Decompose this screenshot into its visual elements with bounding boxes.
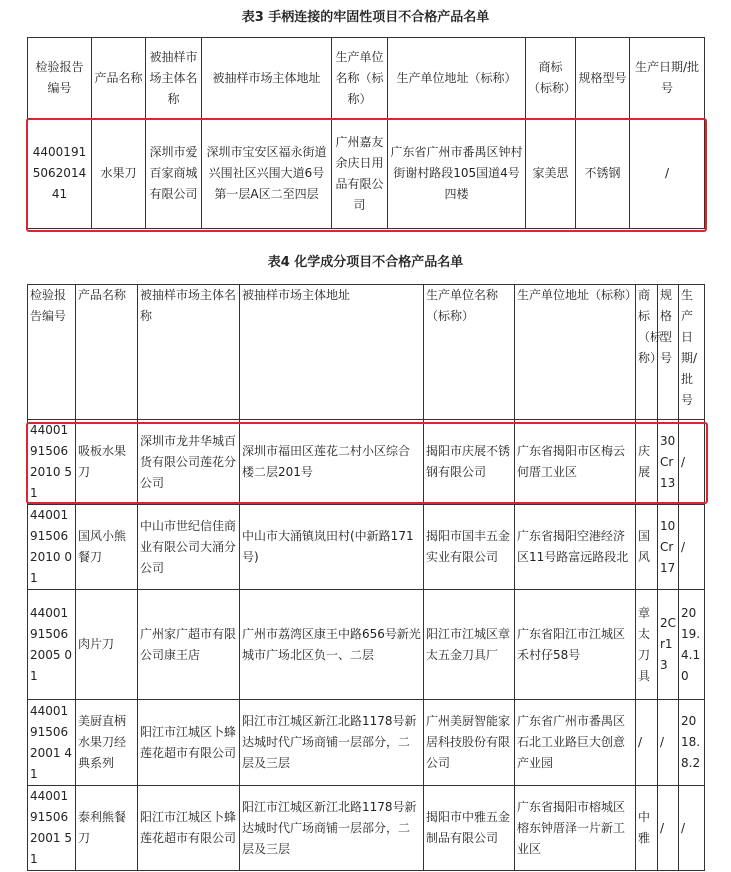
table-cell: 章太刀具: [636, 590, 658, 700]
column-header: 规格型号: [576, 38, 630, 119]
table-cell: 揭阳市中雅五金制品有限公司: [424, 786, 515, 871]
column-header: 被抽样市场主体名称: [146, 38, 202, 119]
table-cell: /: [679, 786, 705, 871]
table-cell: 广东省揭阳市区梅云何厝工业区: [515, 420, 636, 505]
column-header: 规格型号: [658, 285, 679, 420]
table-cell: 阳江市江城区卜蜂莲花超市有限公司: [138, 786, 240, 871]
table-cell: 广州嘉友余庆日用品有限公司: [332, 119, 388, 229]
table-cell: /: [658, 700, 679, 786]
table-cell: 中雅: [636, 786, 658, 871]
table-cell: /: [636, 700, 658, 786]
table-cell: 广东省广州市番禺区钟村街谢村路段105国道4号四楼: [388, 119, 526, 229]
table-cell: 泰利熊餐刀: [76, 786, 138, 871]
table-cell: 中山市世纪信佳商业有限公司大涌分公司: [138, 505, 240, 590]
table-cell: 阳江市江城区新江北路1178号新达城时代广场商铺一层部分，二层及三层: [240, 786, 424, 871]
table4-header-row: [28, 285, 705, 420]
table-cell: 30Cr13: [658, 420, 679, 505]
table-cell: 深圳市宝安区福永街道兴围社区兴围大道6号第一层A区二至四层: [202, 119, 332, 229]
column-header: 生产单位地址（标称）: [388, 38, 526, 119]
table-cell: 44001915062010 51: [28, 420, 76, 505]
table-cell: 10Cr17: [658, 505, 679, 590]
column-header: 生产单位名称（标称）: [424, 285, 515, 420]
table4-title: 表4 化学成分项目不合格产品名单: [267, 255, 464, 270]
column-header: 商标（标称）: [636, 285, 658, 420]
table-cell: 揭阳市庆展不锈钢有限公司: [424, 420, 515, 505]
column-header: 检验报告编号: [28, 38, 92, 119]
table-cell: 庆展: [636, 420, 658, 505]
table-row: [28, 119, 705, 229]
table-row: [28, 700, 705, 786]
table-cell: 国风小熊餐刀: [76, 505, 138, 590]
table-cell: 广东省揭阳市榕城区榕东钟厝泽一片新工业区: [515, 786, 636, 871]
table-cell: 广州美厨智能家居科技股份有限公司: [424, 700, 515, 786]
table-cell: 家美思: [526, 119, 576, 229]
table-cell: 广东省广州市番禺区石北工业路巨大创意产业园: [515, 700, 636, 786]
table-cell: 阳江市江城区卜蜂莲花超市有限公司: [138, 700, 240, 786]
column-header: 被抽样市场主体名称: [138, 285, 240, 420]
table-cell: 44001915062010 01: [28, 505, 76, 590]
column-header: 商标（标称）: [526, 38, 576, 119]
table-cell: 中山市大涌镇岚田村(中新路171号): [240, 505, 424, 590]
table-cell: 深圳市福田区莲花二村小区综合楼二层201号: [240, 420, 424, 505]
table-cell: 广东省阳江市江城区禾村仔58号: [515, 590, 636, 700]
table-row: [28, 420, 705, 505]
column-header: 生产单位地址（标称）: [515, 285, 636, 420]
column-header: 生产单位名称（标称）: [332, 38, 388, 119]
table-cell: 44001915062001 51: [28, 786, 76, 871]
table3-header-row: [28, 38, 705, 119]
table-cell: 阳江市江城区新江北路1178号新达城时代广场商铺一层部分，二层及三层: [240, 700, 424, 786]
table4: [27, 284, 705, 871]
table-cell: /: [679, 505, 705, 590]
column-header: 被抽样市场主体地址: [240, 285, 424, 420]
column-header: 产品名称: [76, 285, 138, 420]
table-cell: /: [630, 119, 705, 229]
table-cell: 4400191506201441: [28, 119, 92, 229]
table-cell: 广州家广超市有限公司康王店: [138, 590, 240, 700]
table-row: [28, 786, 705, 871]
table-cell: 2018.8.2: [679, 700, 705, 786]
table-cell: 水果刀: [92, 119, 146, 229]
table-cell: 揭阳市国丰五金实业有限公司: [424, 505, 515, 590]
table-cell: 广东省揭阳空港经济区11号路富远路段北: [515, 505, 636, 590]
table-cell: 国风: [636, 505, 658, 590]
table-cell: 广州市荔湾区康王中路656号新光城市广场北区负一、二层: [240, 590, 424, 700]
column-header: 生产日期/批号: [630, 38, 705, 119]
table-cell: 2Cr13: [658, 590, 679, 700]
table-row: [28, 505, 705, 590]
table-cell: 2019.4.10: [679, 590, 705, 700]
table-cell: 44001915062001 41: [28, 700, 76, 786]
column-header: 检验报告编号: [28, 285, 76, 420]
table-cell: 美厨直柄水果刀经典系列: [76, 700, 138, 786]
table-cell: 44001915062005 01: [28, 590, 76, 700]
table3-title: 表3 手柄连接的牢固性项目不合格产品名单: [241, 10, 490, 25]
table-cell: 不锈钢: [576, 119, 630, 229]
column-header: 产品名称: [92, 38, 146, 119]
table-cell: 肉片刀: [76, 590, 138, 700]
table-cell: 深圳市龙井华城百货有限公司莲花分公司: [138, 420, 240, 505]
table-cell: 阳江市江城区章太五金刀具厂: [424, 590, 515, 700]
table-cell: 吸板水果刀: [76, 420, 138, 505]
column-header: 被抽样市场主体地址: [202, 38, 332, 119]
table-cell: 深圳市爱百家商城有限公司: [146, 119, 202, 229]
column-header: 生产日期/批号: [679, 285, 705, 420]
table-cell: /: [658, 786, 679, 871]
table-row: [28, 590, 705, 700]
table3: [27, 37, 705, 229]
table-cell: /: [679, 420, 705, 505]
